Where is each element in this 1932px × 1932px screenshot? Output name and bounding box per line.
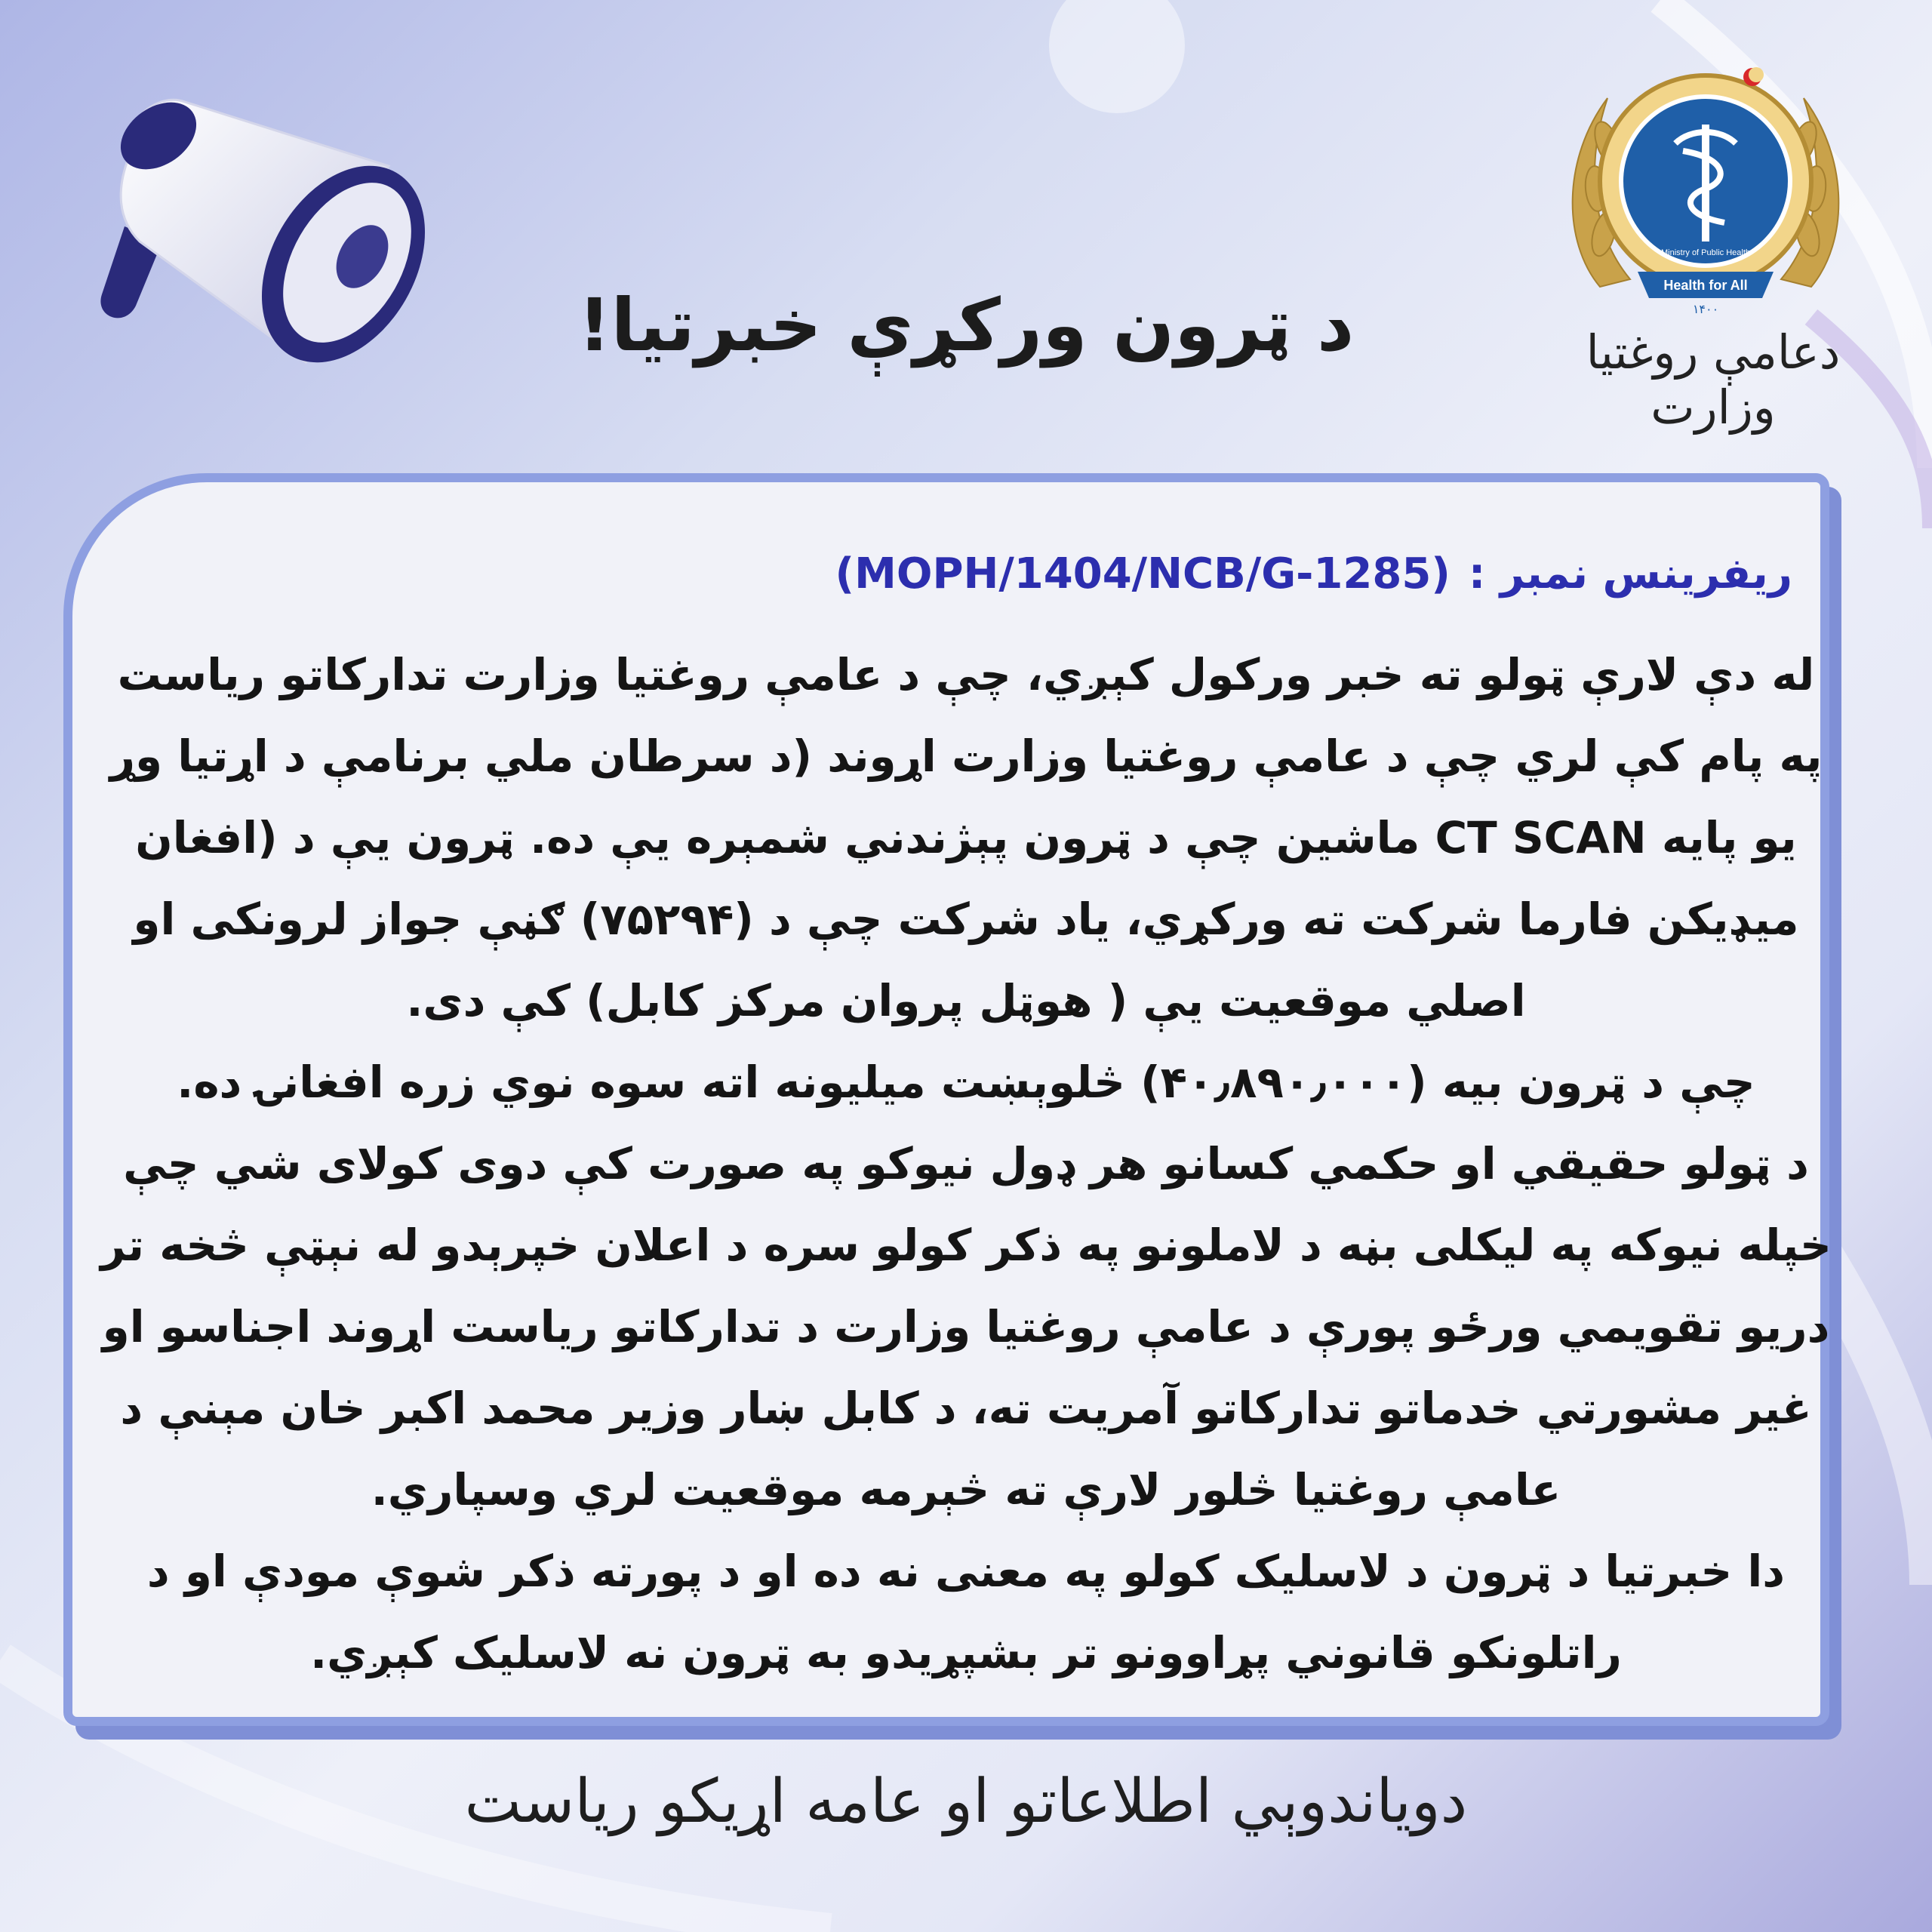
page-title: د ټرون ورکړې خبرتیا! xyxy=(577,283,1355,368)
footer-caption: دویاندوېي اطلاعاتو او عامه اړیکو ریاست xyxy=(464,1766,1468,1836)
reference-line xyxy=(835,549,1792,598)
emblem-year: ۱۴۰۰ xyxy=(1692,302,1719,316)
body-paragraph-3: د ټولو حقیقي او حکمي کسانو هر ډول نیوکو په صورت کې دوی کولای شي چې خپله نیوکه په لیکلی بڼه د لاملونو په ذکر کولو سره د اعلان خپرېدو له نېټې څخه تر دریو تقویمي ورځو پورې د عامې روغتیا وزارت د تدارکاتو ریاست اړوند اجناسو او غیر مشورتي خدماتو تدارکاتو آمریت ته، د کابل ښار وزیر محمد اکبر خان مېنې د عامې روغتیا څلور لارې ته څېرمه موقعیت لري وسپاري. xyxy=(100,1138,1832,1515)
body-paragraph-2: چې د ټرون بیه (۴۰٫۸۹۰٫۰۰۰) څلوېښت میلیونه اته سوه نوي زره افغانۍ ده. xyxy=(177,1057,1755,1108)
emblem-motto: Health for All xyxy=(1663,278,1748,293)
announcement-body xyxy=(98,634,1834,1694)
ministry-caption: دعامې روغتیا وزارت xyxy=(1586,325,1841,435)
body-paragraph-4: دا خبرتیا د ټرون د لاسلیک کولو په معنی نه ده او د پورته ذکر شوې مودې او د راتلونکو قانوني پړاوونو تر بشپړیدو به ټرون نه لاسلیک کېږي. xyxy=(146,1546,1786,1678)
reference-label: ریفرینس نمبر : xyxy=(1468,549,1792,598)
body-paragraph-1: له دې لارې ټولو ته خبر ورکول کېږي، چې د عامې روغتیا وزارت تدارکاتو ریاست په پام کې لري چې د عامې روغتیا وزارت اړوند (د سرطان ملي برنامې د اړتیا وړ یو پایه CT SCAN ماشین چې د ټرون پېژندني شمېره یې ده. ټرون یې د (افغان میډیکن فارما شرکت ته ورکړي، یاد شرکت چې د (۷۵۲۹۴) ګڼې جواز لرونکی او اصلي موقعیت یې ( هوټل پروان مرکز کابل) کې دی. xyxy=(109,649,1823,1026)
emblem-english-name: Ministry of Public Health xyxy=(1661,248,1750,257)
reference-number: (MOPH/1404/NCB/G-1285) xyxy=(835,549,1451,598)
